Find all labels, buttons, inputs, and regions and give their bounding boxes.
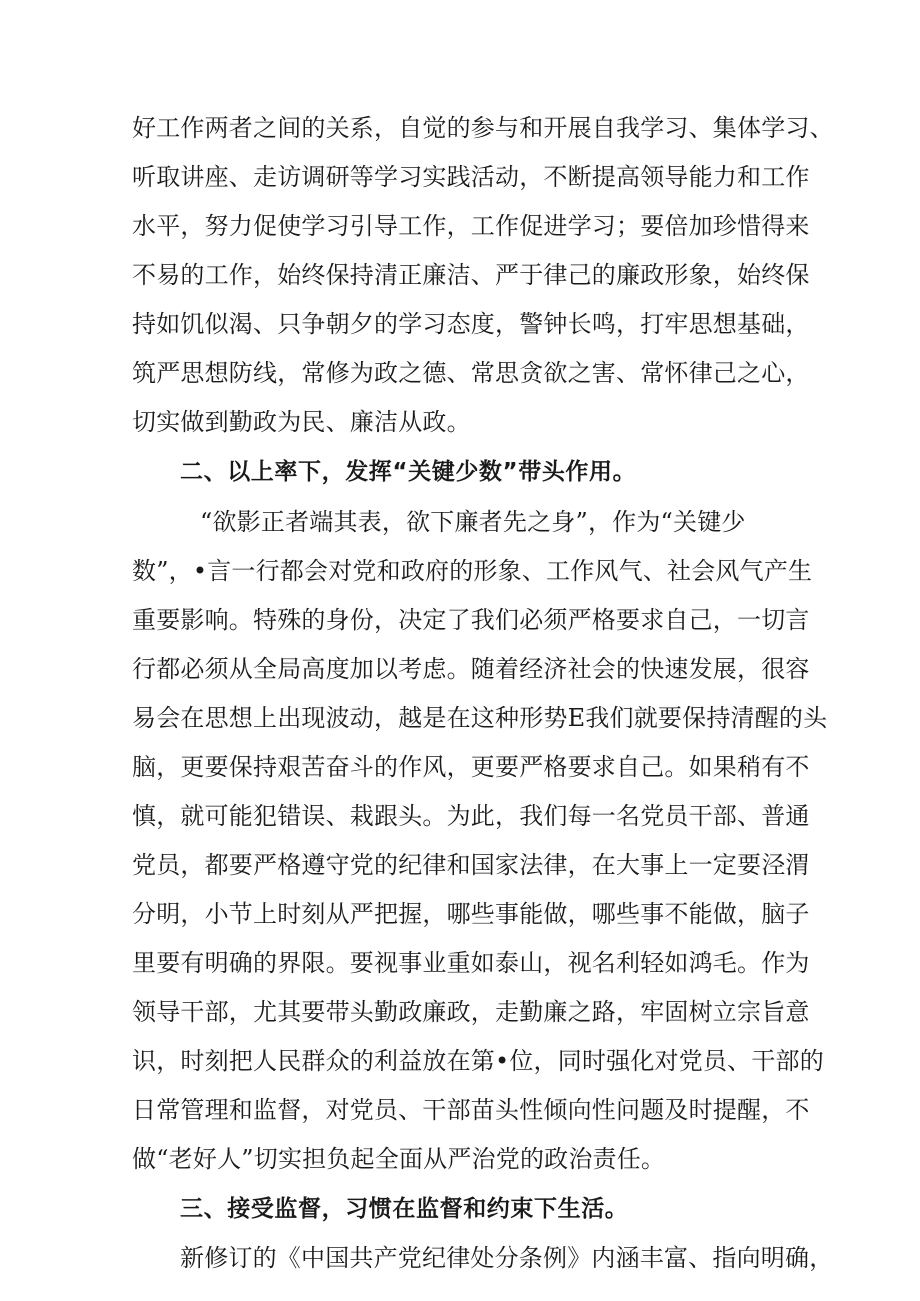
paragraph-line: 做“老好人”切实担负起全面从严治党的政治责任。 <box>132 1145 666 1173</box>
paragraph-line: 慎，就可能犯错误、栽跟头。为此，我们每一名党员干部、普通 <box>132 802 810 830</box>
paragraph-line: 新修订的《中国共产党纪律处分条例》内涵丰富、指向明确， <box>180 1244 834 1272</box>
paragraph-line: 日常管理和监督，对党员、干部苗头性倾向性问题及时提醒，不 <box>132 1096 810 1124</box>
paragraph-line: 好工作两者之间的关系，自觉的参与和开展自我学习、集体学习、 <box>132 114 834 142</box>
paragraph-line: 听取讲座、走访调研等学习实践活动，不断提高领导能力和工作 <box>132 163 810 191</box>
paragraph-line: 水平，努力促使学习引导工作，工作促进学习；要倍加珍惜得来 <box>132 212 810 240</box>
section-heading: 三、接受监督，习惯在监督和约束下生活。 <box>180 1196 629 1222</box>
paragraph-line: “欲影正者端其表，欲下廉者先之身”，作为“关键少 <box>200 508 746 536</box>
paragraph-line: 易会在思想上出现波动，越是在这种形势E我们就要保持清醒的头 <box>132 704 828 732</box>
paragraph-line: 行都必须从全局高度加以考虑。随着经济社会的快速发展，很容 <box>132 655 810 683</box>
paragraph-line: 党员，都要严格遵守党的纪律和国家法律，在大事上一定要泾渭 <box>132 851 810 879</box>
paragraph-line: 筑严思想防线，常修为政之德、常思贪欲之害、常怀律己之心， <box>132 359 810 387</box>
paragraph-line: 持如饥似渴、只争朝夕的学习态度，警钟长鸣，打牢思想基础， <box>132 310 810 338</box>
paragraph-line: 切实做到勤政为民、廉洁从政。 <box>132 408 471 436</box>
section-heading: 二、以上率下，发挥“关键少数”带头作用。 <box>180 459 637 485</box>
paragraph-line: 分明，小节上时刻从严把握，哪些事能做，哪些事不能做，脑子 <box>132 900 810 928</box>
paragraph-line: 脑，更要保持艰苦奋斗的作风，更要严格要求自己。如果稍有不 <box>132 753 810 781</box>
paragraph-line: 重要影响。特殊的身份，决定了我们必须严格要求自己，一切言 <box>132 606 810 634</box>
paragraph-line: 识，时刻把人民群众的利益放在第•位，同时强化对党员、干部的 <box>132 1047 824 1075</box>
paragraph-line: 不易的工作，始终保持清正廉洁、严于律己的廉政形象，始终保 <box>132 261 810 289</box>
paragraph-line: 里要有明确的界限。要视事业重如泰山，视名利轻如鸿毛。作为 <box>132 949 810 977</box>
paragraph-line: 数”，•言一行都会对党和政府的形象、工作风气、社会风气产生 <box>132 557 813 585</box>
paragraph-line: 领导干部，尤其要带头勤政廉政，走勤廉之路，牢固树立宗旨意 <box>132 998 810 1026</box>
